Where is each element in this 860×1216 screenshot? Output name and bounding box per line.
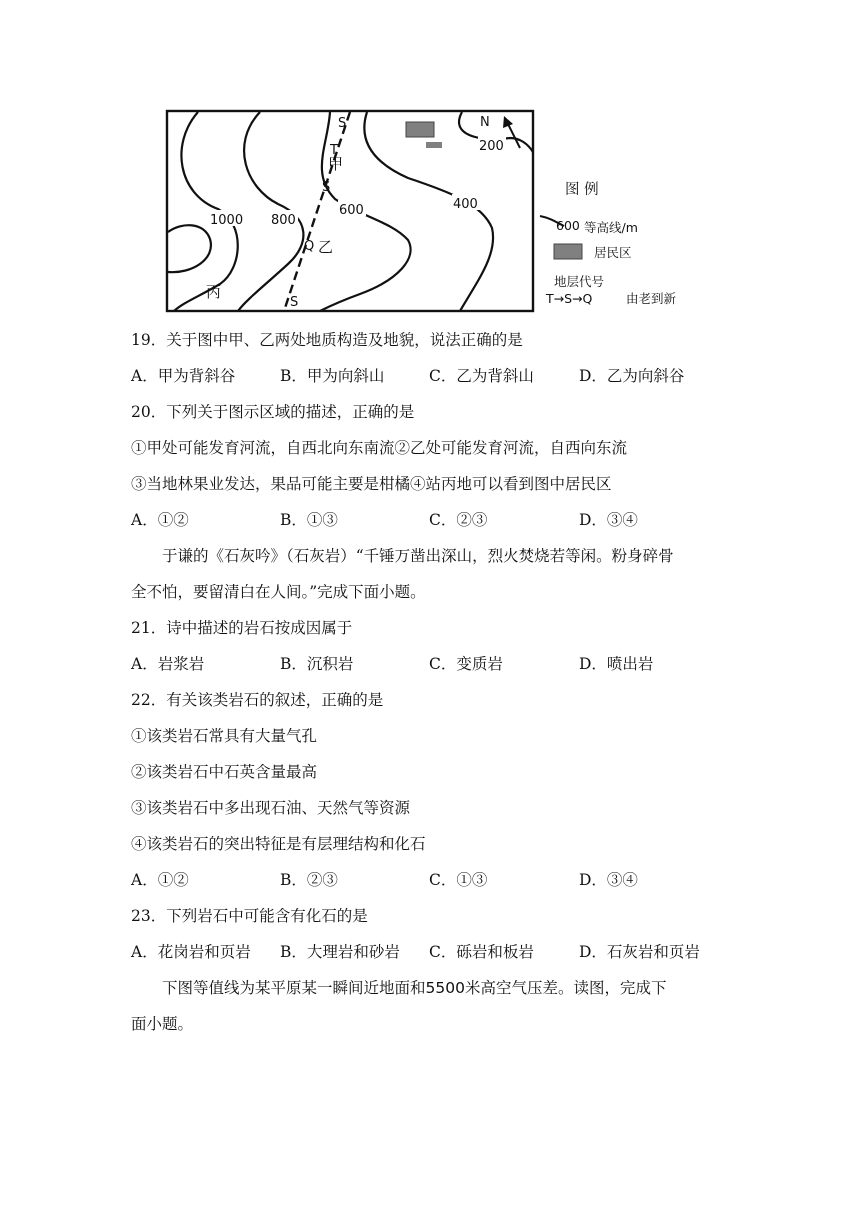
legend-strata-title: 地层代号	[554, 274, 605, 289]
passage-2-text-a: 下图等值线为某平原某一瞬间近地面和	[162, 979, 426, 997]
contour-label-1000: 1000	[210, 213, 244, 228]
legend-contour-label: 等高线/m	[584, 220, 638, 235]
passage-1-line-1: 于谦的《石灰吟》（石灰岩）“千锤万凿出深山，烈火焚烧若等闲。粉身碎骨	[162, 547, 674, 565]
question-22-item-2: ②该类岩石中石英含量最高	[131, 763, 318, 781]
point-label-bing: 丙	[206, 283, 222, 301]
contour-label-800: 800	[271, 213, 296, 228]
contour-label-400: 400	[453, 197, 478, 212]
contour-label-200: 200	[479, 139, 504, 154]
legend-title: 图 例	[565, 182, 599, 198]
question-22-option-b[interactable]: B．②③	[280, 871, 338, 889]
question-22-item-1: ①该类岩石常具有大量气孔	[131, 727, 318, 745]
legend-contour-value: 600	[556, 218, 580, 233]
residential-area-small	[426, 142, 442, 148]
residential-area-large	[406, 122, 434, 137]
question-20-statement-line-2: ③当地林果业发达，果品可能主要是柑橘④站丙地可以看到图中居民区	[131, 475, 612, 493]
question-22-stem: 22．有关该类岩石的叙述，正确的是	[131, 691, 384, 709]
stratum-label-s-top: S	[338, 116, 347, 131]
question-23-option-a[interactable]: A．花岗岩和页岩	[131, 943, 251, 961]
question-20-option-d[interactable]: D．③④	[579, 511, 638, 529]
point-label-jia: 甲	[328, 155, 344, 173]
question-20-stem: 20．下列关于图示区域的描述，正确的是	[131, 403, 415, 421]
contour-map-svg	[160, 104, 720, 314]
question-21-option-d[interactable]: D．喷出岩	[579, 655, 654, 673]
stratum-label-s-bottom: S	[290, 295, 299, 310]
question-19-option-c[interactable]: C．乙为背斜山	[429, 367, 534, 385]
north-arrow-shaft	[507, 122, 520, 148]
passage-2-altitude-number: 5500	[425, 979, 465, 997]
question-20-option-b[interactable]: B．①③	[280, 511, 338, 529]
legend-strata-sequence: T→S→Q	[546, 291, 593, 306]
question-22-item-3: ③该类岩石中多出现石油、天然气等资源	[131, 799, 411, 817]
question-21-stem: 21．诗中描述的岩石按成因属于	[131, 619, 353, 637]
question-19-option-d[interactable]: D．乙为向斜谷	[579, 367, 685, 385]
question-23-option-c[interactable]: C．砾岩和板岩	[429, 943, 534, 961]
question-22-option-a[interactable]: A．①②	[131, 871, 189, 889]
stratum-label-s-mid: S	[322, 180, 331, 195]
contour-line-1000	[168, 225, 211, 272]
passage-2-line-1	[162, 978, 666, 998]
question-19-option-b[interactable]: B．甲为向斜山	[280, 367, 385, 385]
question-23-option-d[interactable]: D．石灰岩和页岩	[579, 943, 700, 961]
stratum-label-t: T	[330, 143, 338, 158]
question-23-option-b[interactable]: B．大理岩和砂岩	[280, 943, 400, 961]
passage-2-text-b: 米高空气压差。读图，完成下	[464, 979, 667, 997]
question-22-option-d[interactable]: D．③④	[579, 871, 638, 889]
question-21-option-c[interactable]: C．变质岩	[429, 655, 503, 673]
legend-residential-swatch	[554, 244, 582, 259]
north-label: N	[480, 115, 490, 130]
question-21-option-a[interactable]: A．岩浆岩	[131, 655, 205, 673]
point-label-yi: 乙	[318, 238, 334, 256]
passage-2-line-2: 面小题。	[131, 1015, 194, 1033]
question-19-option-a[interactable]: A．甲为背斜谷	[131, 367, 236, 385]
question-20-statement-line-1: ①甲处可能发育河流，自西北向东南流②乙处可能发育河流，自西向东流	[131, 439, 628, 457]
question-19-stem: 19．关于图中甲、乙两处地质构造及地貌，说法正确的是	[131, 331, 523, 349]
stratum-label-q: Q	[304, 239, 315, 254]
passage-1-line-2: 全不怕，要留清白在人间。”完成下面小题。	[131, 583, 426, 601]
question-22-option-c[interactable]: C．①③	[429, 871, 488, 889]
question-20-option-a[interactable]: A．①②	[131, 511, 189, 529]
legend-residential-label: 居民区	[594, 245, 632, 260]
question-23-stem: 23．下列岩石中可能含有化石的是	[131, 907, 368, 925]
question-22-item-4: ④该类岩石的突出特征是有层理结构和化石	[131, 835, 426, 853]
contour-geology-figure	[160, 104, 720, 314]
question-20-option-c[interactable]: C．②③	[429, 511, 488, 529]
question-21-option-b[interactable]: B．沉积岩	[280, 655, 354, 673]
contour-label-600: 600	[339, 203, 364, 218]
legend-strata-order: 由老到新	[626, 291, 677, 306]
